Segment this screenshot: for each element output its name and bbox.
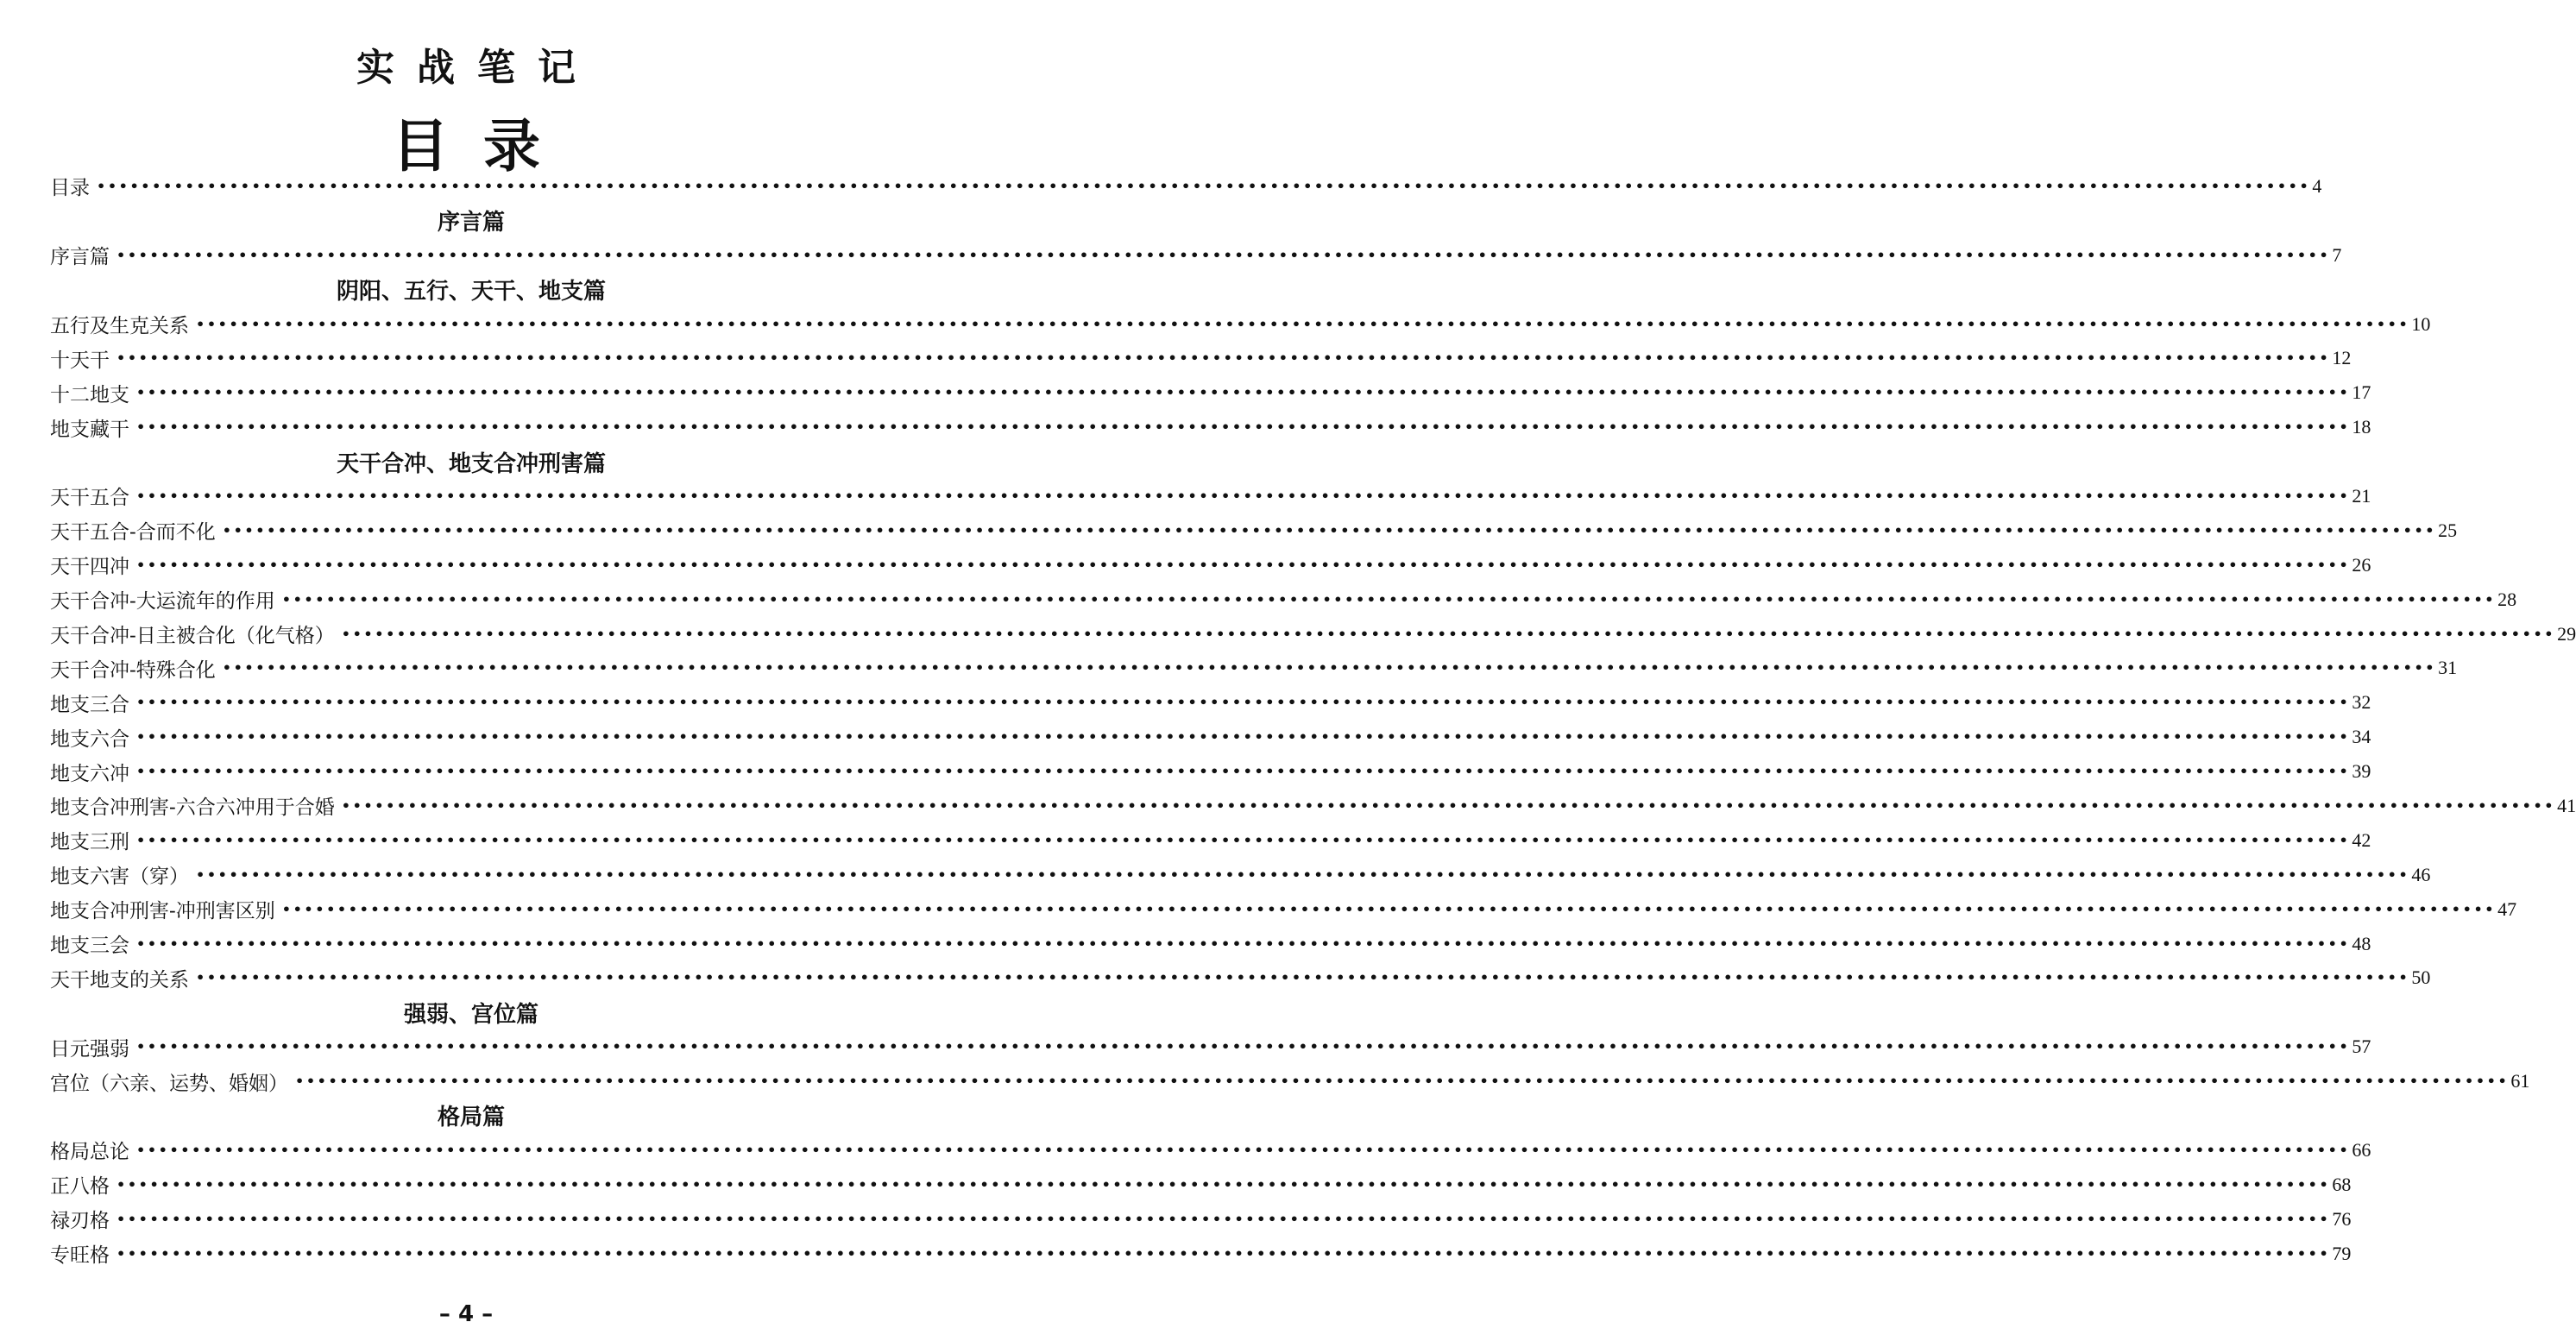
- toc-entry[interactable]: [50, 858, 2431, 892]
- dot-leader: ••••••••••••••••••••••••••••••••••••••••••••••••••••••••••••••••••••••••••••••••••••••••••••••••••••••••••••••••••••••••••••••••••••••••••••••••••••••••••••••••••••••••••••••••••••••••••••••••••••••••: [136, 831, 2351, 848]
- toc-entry-page: 47: [2497, 897, 2517, 920]
- toc-entry-label: 天干合冲-大运流年的作用: [50, 590, 275, 614]
- toc-entry-page: 17: [2352, 381, 2371, 404]
- dot-leader: ••••••••••••••••••••••••••••••••••••••••••••••••••••••••••••••••••••••••••••••••••••••••••••••••••••••••••••••••••••••••••••••••••••••••••••••••••••••••••••••••••••••••••••••••••••••••••••••••••••••••: [281, 900, 2497, 917]
- dot-leader: ••••••••••••••••••••••••••••••••••••••••••••••••••••••••••••••••••••••••••••••••••••••••••••••••••••••••••••••••••••••••••••••••••••••••••••••••••••••••••••••••••••••••••••••••••••••••••••••••••••••••: [196, 315, 2410, 332]
- toc-entry-label: 地支六合: [50, 727, 129, 751]
- dot-leader: ••••••••••••••••••••••••••••••••••••••••••••••••••••••••••••••••••••••••••••••••••••••••••••••••••••••••••••••••••••••••••••••••••••••••••••••••••••••••••••••••••••••••••••••••••••••••••••••••••••••••: [136, 763, 2351, 780]
- toc-entry-page: 29: [2557, 622, 2576, 645]
- toc-section-heading: 强弱、宫位篇: [403, 1001, 539, 1028]
- toc-entry-page: 31: [2438, 657, 2458, 679]
- dot-leader: ••••••••••••••••••••••••••••••••••••••••••••••••••••••••••••••••••••••••••••••••••••••••••••••••••••••••••••••••••••••••••••••••••••••••••••••••••••••••••••••••••••••••••••••••••••••••••••••••••••••••: [117, 1175, 2331, 1193]
- page-number: – 4 –: [438, 1301, 494, 1327]
- toc-entry[interactable]: [50, 651, 2458, 685]
- toc-entry-page: 46: [2411, 863, 2431, 885]
- toc-entry-label: 日元强弱: [50, 1037, 129, 1061]
- dot-leader: ••••••••••••••••••••••••••••••••••••••••••••••••••••••••••••••••••••••••••••••••••••••••••••••••••••••••••••••••••••••••••••••••••••••••••••••••••••••••••••••••••••••••••••••••••••••••••••••••••••••••: [341, 625, 2556, 642]
- toc-entry[interactable]: [50, 1168, 2352, 1202]
- toc-entry[interactable]: [50, 892, 2517, 927]
- toc-entry-label: 天干地支的关系: [50, 968, 189, 992]
- toc-entry-page: 57: [2352, 1036, 2371, 1058]
- dot-leader: ••••••••••••••••••••••••••••••••••••••••••••••••••••••••••••••••••••••••••••••••••••••••••••••••••••••••••••••••••••••••••••••••••••••••••••••••••••••••••••••••••••••••••••••••••••••••••••••••••••••••: [136, 487, 2351, 504]
- toc-entry-page: 4: [2312, 174, 2322, 197]
- toc-section-heading: 序言篇: [437, 210, 505, 236]
- toc-entry[interactable]: [50, 823, 2371, 858]
- dot-leader: ••••••••••••••••••••••••••••••••••••••••••••••••••••••••••••••••••••••••••••••••••••••••••••••••••••••••••••••••••••••••••••••••••••••••••••••••••••••••••••••••••••••••••••••••••••••••••••••••••••••••: [117, 1244, 2331, 1262]
- dot-leader: ••••••••••••••••••••••••••••••••••••••••••••••••••••••••••••••••••••••••••••••••••••••••••••••••••••••••••••••••••••••••••••••••••••••••••••••••••••••••••••••••••••••••••••••••••••••••••••••••••••••••: [222, 521, 2437, 538]
- toc-entry-page: 48: [2352, 932, 2371, 954]
- toc-entry[interactable]: [50, 1237, 2352, 1271]
- toc-entry[interactable]: [50, 479, 2371, 513]
- toc-entry-label: 地支藏干: [50, 418, 129, 441]
- dot-leader: ••••••••••••••••••••••••••••••••••••••••••••••••••••••••••••••••••••••••••••••••••••••••••••••••••••••••••••••••••••••••••••••••••••••••••••••••••••••••••••••••••••••••••••••••••••••••••••••••••••••••: [117, 1210, 2331, 1227]
- toc-section-heading: 阴阳、五行、天干、地支篇: [336, 279, 606, 305]
- toc-entry-page: 50: [2411, 966, 2431, 989]
- toc-entry-page: 41: [2557, 794, 2576, 816]
- toc-entry-page: 68: [2332, 1173, 2352, 1195]
- toc-entry-page: 61: [2510, 1070, 2530, 1092]
- toc-section-heading: 格局篇: [437, 1105, 505, 1131]
- dot-leader: ••••••••••••••••••••••••••••••••••••••••••••••••••••••••••••••••••••••••••••••••••••••••••••••••••••••••••••••••••••••••••••••••••••••••••••••••••••••••••••••••••••••••••••••••••••••••••••••••••••••••: [136, 384, 2351, 401]
- toc-entry-label: 宫位（六亲、运势、婚姻）: [50, 1072, 288, 1095]
- toc-entry-label: 五行及生克关系: [50, 315, 189, 337]
- toc-entry-label: 天干合冲-日主被合化（化气格）: [50, 625, 335, 648]
- toc-entry-label: 禄刃格: [50, 1210, 110, 1233]
- toc-entry-page: 10: [2411, 312, 2431, 335]
- toc-entry-label: 地支合冲刑害-六合六冲用于合婚: [50, 796, 335, 820]
- dot-leader: ••••••••••••••••••••••••••••••••••••••••••••••••••••••••••••••••••••••••••••••••••••••••••••••••••••••••••••••••••••••••••••••••••••••••••••••••••••••••••••••••••••••••••••••••••••••••••••••••••••••••: [136, 1038, 2351, 1055]
- toc-entry-page: 34: [2352, 726, 2371, 748]
- toc-entry[interactable]: [50, 238, 2342, 273]
- dot-leader: ••••••••••••••••••••••••••••••••••••••••••••••••••••••••••••••••••••••••••••••••••••••••••••••••••••••••••••••••••••••••••••••••••••••••••••••••••••••••••••••••••••••••••••••••••••••••••••••••••••••••: [136, 694, 2351, 711]
- toc-entry[interactable]: [50, 1202, 2352, 1237]
- toc-entry-label: 目录: [50, 177, 90, 200]
- toc-entry-page: 79: [2332, 1242, 2352, 1264]
- toc-entry[interactable]: [50, 513, 2458, 548]
- toc-entry-page: 28: [2497, 588, 2517, 610]
- toc-entry-label: 专旺格: [50, 1244, 110, 1268]
- dot-leader: ••••••••••••••••••••••••••••••••••••••••••••••••••••••••••••••••••••••••••••••••••••••••••••••••••••••••••••••••••••••••••••••••••••••••••••••••••••••••••••••••••••••••••••••••••••••••••••••••••••••••: [281, 590, 2497, 608]
- toc-entry[interactable]: [50, 1064, 2530, 1099]
- toc-entry[interactable]: [50, 754, 2371, 789]
- dot-leader: ••••••••••••••••••••••••••••••••••••••••••••••••••••••••••••••••••••••••••••••••••••••••••••••••••••••••••••••••••••••••••••••••••••••••••••••••••••••••••••••••••••••••••••••••••••••••••••••••••••••••: [136, 935, 2351, 952]
- toc-entry-page: 32: [2352, 691, 2371, 714]
- toc-entry-page: 12: [2332, 347, 2352, 369]
- toc-entry-label: 天干合冲-特殊合化: [50, 658, 216, 682]
- toc-entry-label: 正八格: [50, 1175, 110, 1199]
- toc-entry-label: 序言篇: [50, 246, 110, 269]
- toc-entry-page: 21: [2352, 484, 2371, 507]
- toc-entry-label: 天干五合: [50, 487, 129, 510]
- toc-entry[interactable]: [50, 548, 2371, 582]
- toc-entry-label: 地支三刑: [50, 831, 129, 854]
- dot-leader: ••••••••••••••••••••••••••••••••••••••••••••••••••••••••••••••••••••••••••••••••••••••••••••••••••••••••••••••••••••••••••••••••••••••••••••••••••••••••••••••••••••••••••••••••••••••••••••••••••••••••: [136, 556, 2351, 573]
- toc-entry-label: 地支六害（穿）: [50, 866, 189, 889]
- toc-entry-label: 地支三合: [50, 693, 129, 716]
- toc-entry[interactable]: [50, 960, 2431, 995]
- toc-entry[interactable]: [50, 582, 2517, 617]
- toc-entry-page: 25: [2438, 519, 2458, 541]
- dot-leader: ••••••••••••••••••••••••••••••••••••••••••••••••••••••••••••••••••••••••••••••••••••••••••••••••••••••••••••••••••••••••••••••••••••••••••••••••••••••••••••••••••••••••••••••••••••••••••••••••••••••••: [136, 1141, 2351, 1158]
- toc-entry-label: 格局总论: [50, 1141, 129, 1164]
- toc-entry[interactable]: [50, 375, 2371, 410]
- dot-leader: ••••••••••••••••••••••••••••••••••••••••••••••••••••••••••••••••••••••••••••••••••••••••••••••••••••••••••••••••••••••••••••••••••••••••••••••••••••••••••••••••••••••••••••••••••••••••••••••••••••••••: [136, 419, 2351, 436]
- dot-leader: ••••••••••••••••••••••••••••••••••••••••••••••••••••••••••••••••••••••••••••••••••••••••••••••••••••••••••••••••••••••••••••••••••••••••••••••••••••••••••••••••••••••••••••••••••••••••••••••••••••••••: [196, 866, 2410, 883]
- toc-entry-label: 十二地支: [50, 383, 129, 406]
- toc-entry[interactable]: [50, 1133, 2371, 1168]
- toc-entry-label: 地支三会: [50, 935, 129, 958]
- toc-entry-page: 7: [2332, 243, 2342, 266]
- toc-entry-label: 天干五合-合而不化: [50, 521, 216, 545]
- toc-section-heading: 天干合冲、地支合冲刑害篇: [336, 450, 606, 477]
- toc-entry[interactable]: [50, 307, 2431, 342]
- book-title: 实战笔记: [356, 46, 598, 90]
- toc-entry[interactable]: [50, 685, 2371, 720]
- toc-entry[interactable]: [50, 617, 2576, 652]
- dot-leader: ••••••••••••••••••••••••••••••••••••••••••••••••••••••••••••••••••••••••••••••••••••••••••••••••••••••••••••••••••••••••••••••••••••••••••••••••••••••••••••••••••••••••••••••••••••••••••••••••••••••••: [136, 728, 2351, 746]
- toc-entry[interactable]: [50, 341, 2352, 375]
- dot-leader: ••••••••••••••••••••••••••••••••••••••••••••••••••••••••••••••••••••••••••••••••••••••••••••••••••••••••••••••••••••••••••••••••••••••••••••••••••••••••••••••••••••••••••••••••••••••••••••••••••••••••: [222, 659, 2437, 677]
- toc-entry-label: 地支六冲: [50, 762, 129, 785]
- table-of-contents: [50, 169, 2576, 1271]
- toc-entry[interactable]: [50, 169, 2322, 204]
- toc-entry-page: 66: [2352, 1138, 2371, 1161]
- toc-entry[interactable]: [50, 720, 2371, 754]
- toc-entry-page: 26: [2352, 553, 2371, 576]
- toc-entry[interactable]: [50, 789, 2576, 823]
- toc-entry-label: 十天干: [50, 349, 110, 372]
- toc-entry-page: 18: [2352, 416, 2371, 438]
- dot-leader: ••••••••••••••••••••••••••••••••••••••••••••••••••••••••••••••••••••••••••••••••••••••••••••••••••••••••••••••••••••••••••••••••••••••••••••••••••••••••••••••••••••••••••••••••••••••••••••••••••••••••: [341, 796, 2556, 814]
- dot-leader: ••••••••••••••••••••••••••••••••••••••••••••••••••••••••••••••••••••••••••••••••••••••••••••••••••••••••••••••••••••••••••••••••••••••••••••••••••••••••••••••••••••••••••••••••••••••••••••••••••••••••: [295, 1073, 2510, 1090]
- toc-entry-page: 76: [2332, 1207, 2352, 1230]
- dot-leader: ••••••••••••••••••••••••••••••••••••••••••••••••••••••••••••••••••••••••••••••••••••••••••••••••••••••••••••••••••••••••••••••••••••••••••••••••••••••••••••••••••••••••••••••••••••••••••••••••••••••••: [117, 246, 2331, 263]
- toc-entry[interactable]: [50, 1029, 2371, 1064]
- dot-leader: ••••••••••••••••••••••••••••••••••••••••••••••••••••••••••••••••••••••••••••••••••••••••••••••••••••••••••••••••••••••••••••••••••••••••••••••••••••••••••••••••••••••••••••••••••••••••••••••••••••••••: [97, 177, 2311, 194]
- toc-entry-page: 39: [2352, 760, 2371, 783]
- toc-entry[interactable]: [50, 410, 2371, 444]
- toc-title: 目录: [392, 113, 575, 179]
- toc-entry[interactable]: [50, 927, 2371, 961]
- toc-entry-page: 42: [2352, 828, 2371, 851]
- toc-entry-label: 天干四冲: [50, 556, 129, 579]
- dot-leader: ••••••••••••••••••••••••••••••••••••••••••••••••••••••••••••••••••••••••••••••••••••••••••••••••••••••••••••••••••••••••••••••••••••••••••••••••••••••••••••••••••••••••••••••••••••••••••••••••••••••••: [117, 349, 2331, 367]
- dot-leader: ••••••••••••••••••••••••••••••••••••••••••••••••••••••••••••••••••••••••••••••••••••••••••••••••••••••••••••••••••••••••••••••••••••••••••••••••••••••••••••••••••••••••••••••••••••••••••••••••••••••••: [196, 969, 2410, 986]
- toc-entry-label: 地支合冲刑害-冲刑害区别: [50, 900, 275, 923]
